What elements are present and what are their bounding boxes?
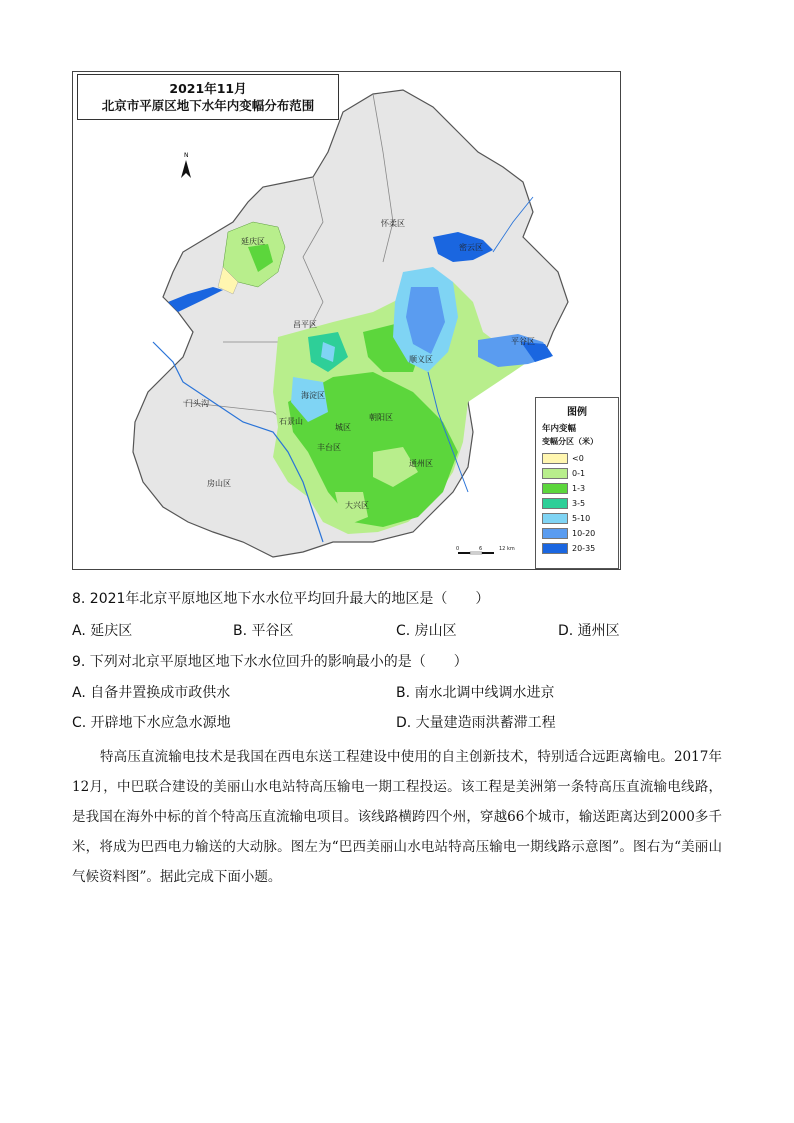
legend-swatch [542, 528, 568, 539]
legend-item [542, 496, 618, 511]
label-miyun: 密云区 [459, 243, 483, 252]
map-title-line2: 北京市平原区地下水年内变幅分布范围 [101, 98, 315, 113]
label-fengtai: 丰台区 [317, 443, 341, 452]
label-daxing: 大兴区 [345, 501, 369, 510]
svg-text:12 km: 12 km [499, 546, 515, 552]
legend-subtitle: 年内变幅 [542, 424, 577, 434]
label-mentougou: 门头沟 [185, 399, 209, 408]
legend-swatch [542, 498, 568, 509]
label-chaoyang: 朝阳区 [369, 413, 393, 422]
label-haidian: 海淀区 [301, 391, 325, 400]
north-arrow-icon [181, 152, 191, 178]
q8-option-a[interactable]: A. 延庆区 [72, 623, 133, 639]
map-legend [535, 397, 619, 569]
map-title [77, 74, 339, 120]
scale-bar [456, 546, 515, 554]
legend-item [542, 511, 618, 526]
label-pinggu: 平谷区 [511, 337, 535, 346]
q9-option-d[interactable]: D. 大量建造雨洪蓄滞工程 [396, 715, 556, 731]
svg-text:0: 0 [456, 546, 460, 552]
legend-label: 1-3 [572, 484, 586, 493]
label-yanqing: 延庆区 [241, 237, 265, 246]
q8-option-d[interactable]: D. 通州区 [558, 623, 620, 639]
map-title-line1: 2021年11月 [169, 81, 247, 96]
label-shijingshan: 石景山 [279, 417, 303, 426]
label-changping: 昌平区 [293, 320, 317, 329]
legend-label: 5-10 [572, 514, 591, 523]
svg-text:6: 6 [479, 546, 483, 552]
legend-title: 图例 [567, 407, 587, 418]
legend-swatch [542, 453, 568, 464]
question-8-stem: 8. 2021年北京平原地区地下水水位平均回升最大的地区是（ ） [72, 591, 490, 607]
label-shunyi: 顺义区 [409, 355, 433, 364]
q8-option-b[interactable]: B. 平谷区 [233, 623, 294, 639]
label-chengqu: 城区 [335, 423, 351, 432]
legend-swatch [542, 468, 568, 479]
q9-option-a[interactable]: A. 自备井置换成市政供水 [72, 685, 231, 701]
legend-unit: 变幅分区（米） [542, 437, 598, 446]
reading-passage: 特高压直流输电技术是我国在西电东送工程建设中使用的自主创新技术，特别适合远距离输电。2017年12月，中巴联合建设的美丽山水电站特高压输电一期工程投运。该工程是美洲第一条特高压直流输电线路，是我国在海外中标的首个特高压直流输电项目。该线路横跨四个州，穿越66个城市，输送距离达到2000多千米，将成为巴西电力输送的大动脉。图左为“巴西美丽山水电站特高压输电一期线路示意图”。图右为“美丽山气候资料图”。据此完成下面小题。 [72, 749, 722, 885]
legend-label: 20-35 [572, 544, 596, 553]
legend-label: 3-5 [572, 499, 586, 508]
legend-label: 10-20 [572, 529, 596, 538]
q9-option-b[interactable]: B. 南水北调中线调水进京 [396, 685, 555, 701]
legend-swatch [542, 513, 568, 524]
legend-item [542, 541, 618, 556]
legend-item [542, 481, 618, 496]
label-tongzhou: 通州区 [409, 459, 433, 468]
question-9-stem: 9. 下列对北京平原地区地下水水位回升的影响最小的是（ ） [72, 654, 468, 670]
legend-item [542, 526, 618, 541]
legend-label: 0-1 [572, 469, 586, 478]
q8-option-c[interactable]: C. 房山区 [396, 623, 457, 639]
svg-text:N: N [184, 152, 189, 159]
label-fangshan: 房山区 [207, 479, 231, 488]
legend-swatch [542, 543, 568, 554]
legend-item [542, 466, 618, 481]
groundwater-map [72, 71, 621, 570]
legend-label: <0 [572, 454, 584, 463]
legend-swatch [542, 483, 568, 494]
label-huairou: 怀柔区 [381, 219, 405, 228]
legend-item [542, 451, 618, 466]
q9-option-c[interactable]: C. 开辟地下水应急水源地 [72, 715, 231, 731]
